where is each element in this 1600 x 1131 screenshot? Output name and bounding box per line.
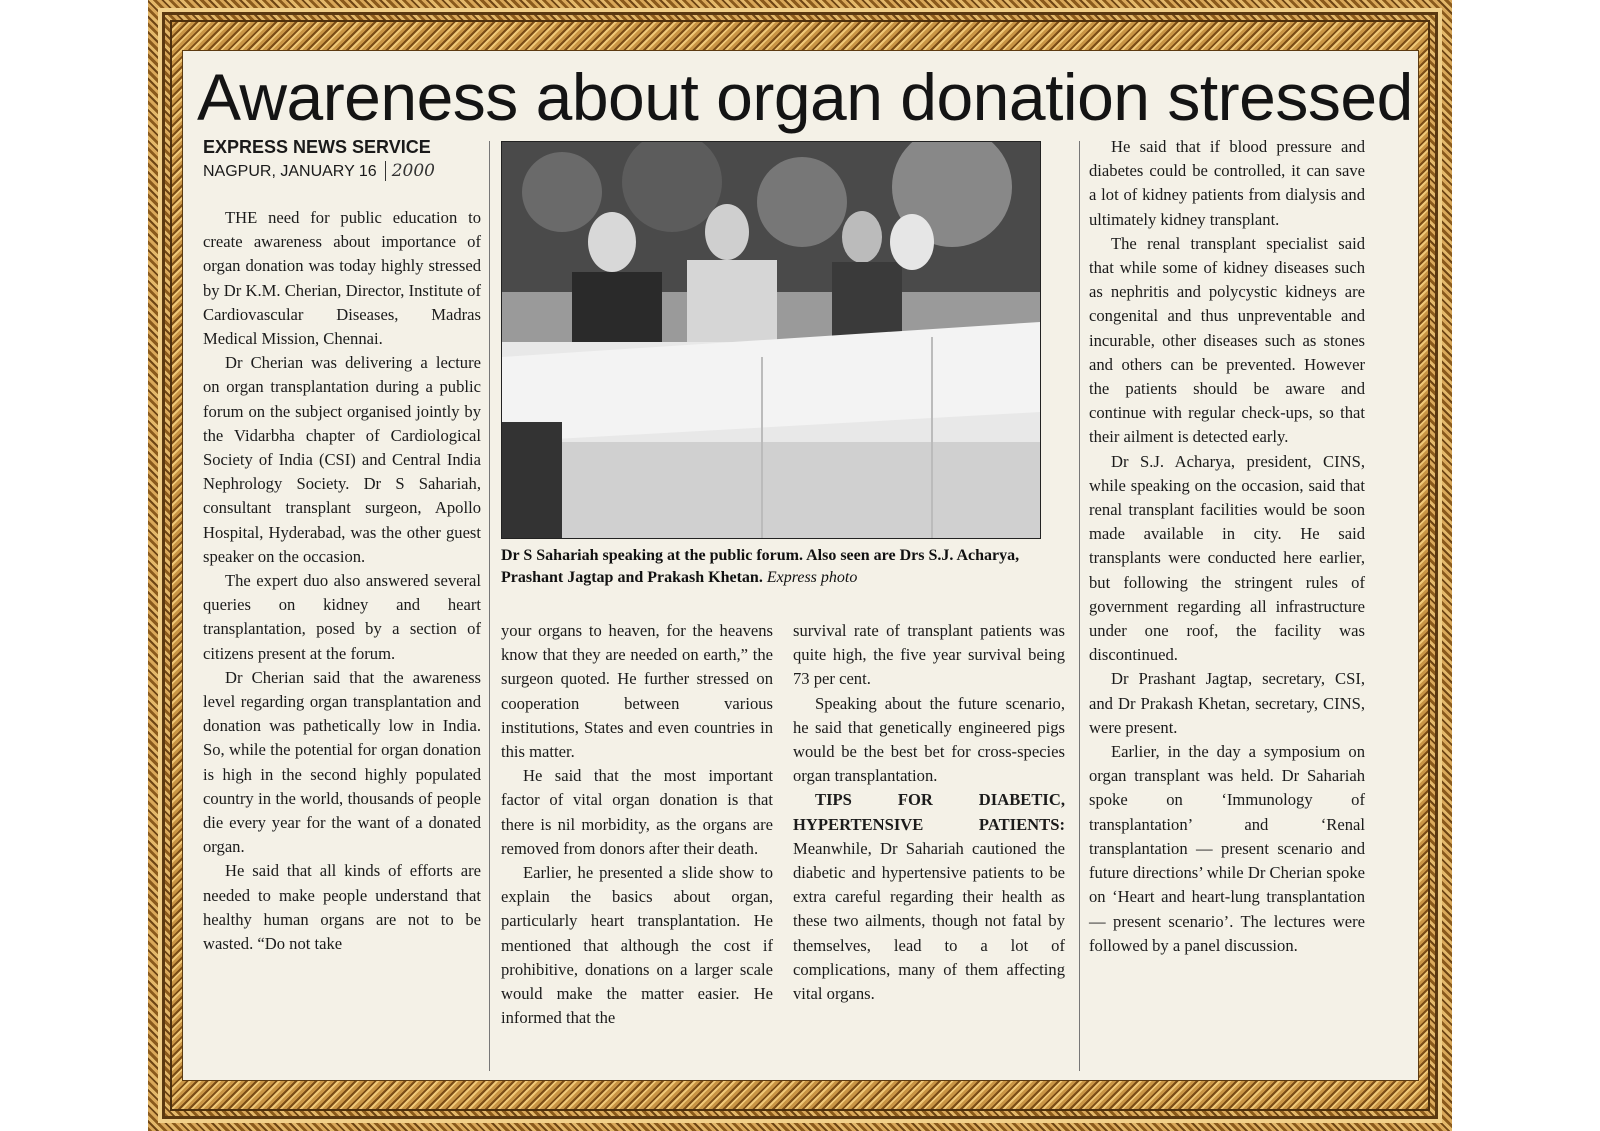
column-4 bbox=[1089, 135, 1365, 958]
paragraph: survival rate of transplant patients was quite high, the five year survival being 73 per cent. bbox=[793, 621, 1065, 689]
tips-text: Meanwhile, Dr Sahariah cautioned the diabetic and hypertensive patients to be extra careful regarding their health as these two ailments, though not fatal by themselves, lead to a lot of complications, many of them affecting vital organs. bbox=[793, 838, 1065, 1004]
paragraph: Dr Cherian said that the awareness level regarding organ transplantation and donation was pathetically low in India. So, while the potential for organ donation is high in the second highly populated country in the world, thousands of people die every year for the want of a donated organ. bbox=[203, 667, 481, 857]
photo-credit: Express photo bbox=[766, 569, 858, 586]
column-1 bbox=[203, 206, 481, 956]
paragraph: The expert duo also answered several queries on kidney and heart transplantation, posed by a section of citizens present at the forum. bbox=[203, 571, 481, 663]
paragraph: THE need for public education to create awareness about importance of organ donation was today highly stressed by Dr K.M. Cherian, Director, Institute of Cardiovascular Diseases, Madras Medical Mission, Chennai. bbox=[203, 208, 481, 349]
paragraph: Dr S.J. Acharya, president, CINS, while speaking on the occasion, said that renal transplant facilities would be soon made available in city. He said transplants were conducted here earlier, but following the stringent rules of government regarding all infrastructure under one roof, the facility was discontinued. bbox=[1089, 451, 1365, 665]
headline: Awareness about organ donation stressed bbox=[197, 60, 1413, 134]
column-2 bbox=[501, 619, 773, 1030]
paragraph: your organs to heaven, for the heavens know that they are needed on earth,” the surgeon quoted. He further stressed on cooperation between various institutions, States and even countries in this matter. bbox=[501, 621, 773, 762]
paragraph: Speaking about the future scenario, he said that genetically engineered pigs would be the best bet for cross-species organ transplantation. bbox=[793, 693, 1065, 786]
paragraph: Dr Cherian was delivering a lecture on organ transplantation during a public forum on the subject organised jointly by the Vidarbha chapter of Cardiological Society of India (CSI) and Central India Nephrology Society. Dr S Sahariah, consultant transplant surgeon, Apollo Hospital, Hyderabad, was the other guest speaker on the occasion. bbox=[203, 353, 481, 566]
paragraph: Earlier, he presented a slide show to explain the basics about organ, particularly heart transplantation. He mentioned that although the cost if prohibitive, donations on a larger scale would make the matter easier. He informed that the bbox=[501, 863, 773, 1028]
paragraph: Dr Prashant Jagtap, secretary, CSI, and Dr Prakash Khetan, secretary, CINS, were present. bbox=[1089, 669, 1365, 737]
handwritten-year: 2000 bbox=[385, 161, 435, 181]
column-rule bbox=[489, 141, 490, 1071]
photo-caption bbox=[501, 545, 1061, 589]
paragraph: He said that all kinds of efforts are needed to make people understand that healthy human organs are not to be wasted. “Do not take bbox=[203, 861, 481, 954]
dateline bbox=[203, 161, 435, 181]
paragraph: Earlier, in the day a symposium on organ transplant was held. Dr Sahariah spoke on ‘Immunology of transplantation’ and ‘Renal transplantation — present scenario and future directions’ while Dr Cherian spoke on ‘Heart and heart-lung transplantation — present scenario’. The lectures were followed by a panel discussion. bbox=[1089, 742, 1365, 955]
caption-text: Dr S Sahariah speaking at the public forum. Also seen are Drs S.J. Acharya, Prashant Jagtap and Prakash Khetan. bbox=[501, 547, 1020, 586]
tips-paragraph bbox=[793, 788, 1065, 1006]
paragraph: He said that the most important factor of vital organ donation is that there is nil morbidity, as the organs are removed from donors after their death. bbox=[501, 766, 773, 858]
column-3 bbox=[793, 619, 1065, 1006]
newspaper-clipping bbox=[182, 50, 1419, 1081]
dateline-text: NAGPUR, JANUARY 16 bbox=[203, 163, 377, 180]
tips-heading: TIPS FOR DIABETIC, HYPERTENSIVE PATIENTS: bbox=[793, 790, 1065, 834]
paragraph: He said that if blood pressure and diabetes could be controlled, it can save a lot of kidney patients from dialysis and ultimately kidney transplant. bbox=[1089, 137, 1365, 229]
column-rule bbox=[1079, 141, 1080, 1071]
byline: EXPRESS NEWS SERVICE bbox=[203, 137, 431, 157]
photo-illustration bbox=[502, 142, 1040, 538]
paragraph: The renal transplant specialist said that while some of kidney diseases such as nephritis and polycystic kidneys are congenital and thus unpreventable and incurable, other diseases such as stones and others can be prevented. However the patients should be aware and continue with regular check-ups, so that their ailment is detected early. bbox=[1089, 233, 1365, 447]
forum-photo bbox=[501, 141, 1041, 539]
